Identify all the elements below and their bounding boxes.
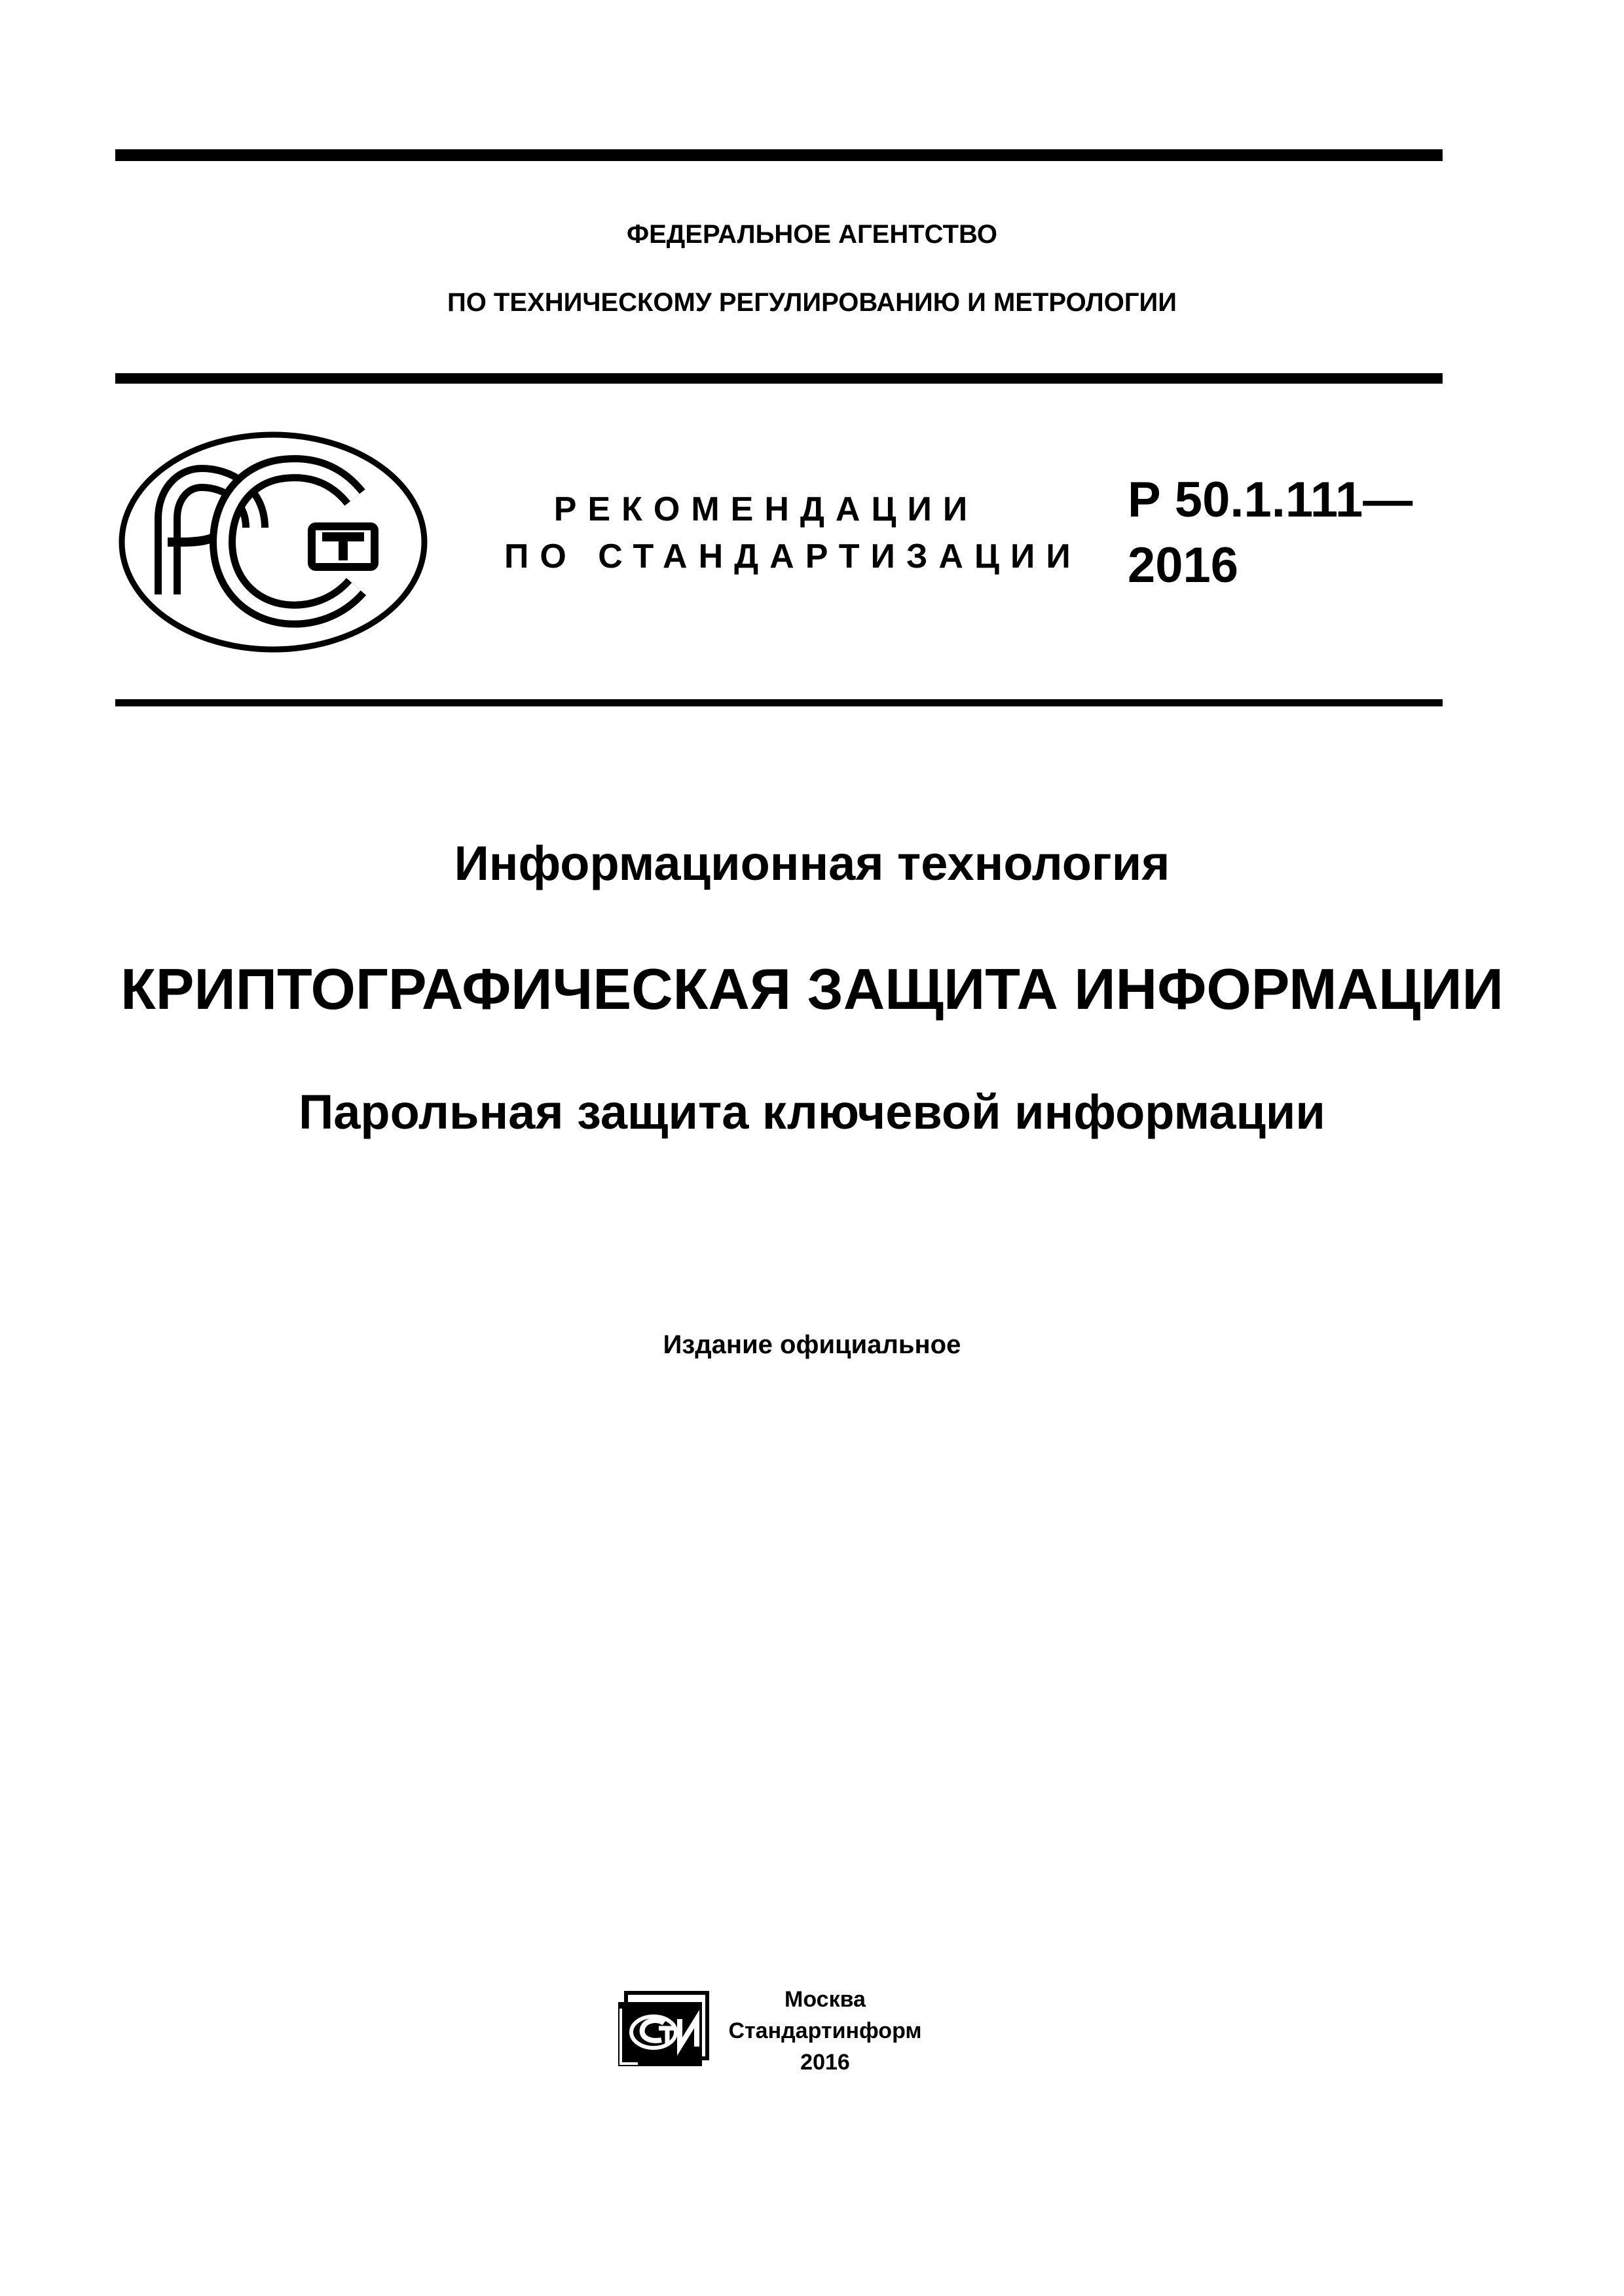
- agency-name-line-1: ФЕДЕРАЛЬНОЕ АГЕНТСТВО: [626, 220, 998, 249]
- standard-designation-year: 2016: [1128, 538, 1239, 593]
- gost-r-logo-icon: [118, 431, 428, 653]
- top-rule: [115, 149, 1443, 161]
- standartinform-logo-icon: [616, 1990, 710, 2069]
- imprint-year: 2016: [800, 2050, 850, 2075]
- document-series-line-2: ПО СТАНДАРТИЗАЦИИ: [504, 538, 1082, 575]
- document-series-line-1: РЕКОМЕНДАЦИИ: [553, 490, 979, 528]
- imprint-city: Москва: [784, 1987, 866, 2012]
- edition-note: Издание официальное: [663, 1330, 961, 1359]
- standard-designation-number: Р 50.1.111—: [1128, 472, 1413, 528]
- title-general: Информационная технология: [454, 836, 1170, 890]
- title-main: КРИПТОГРАФИЧЕСКАЯ ЗАЩИТА ИНФОРМАЦИИ: [120, 957, 1504, 1021]
- agency-name-line-2: ПО ТЕХНИЧЕСКОМУ РЕГУЛИРОВАНИЮ И МЕТРОЛОГИИ: [447, 288, 1177, 317]
- imprint: [727, 1984, 923, 2078]
- middle-rule: [115, 373, 1443, 384]
- imprint-publisher: Стандартинформ: [728, 2018, 922, 2043]
- bottom-rule: [115, 699, 1443, 706]
- title-subtitle: Парольная защита ключевой информации: [299, 1085, 1325, 1139]
